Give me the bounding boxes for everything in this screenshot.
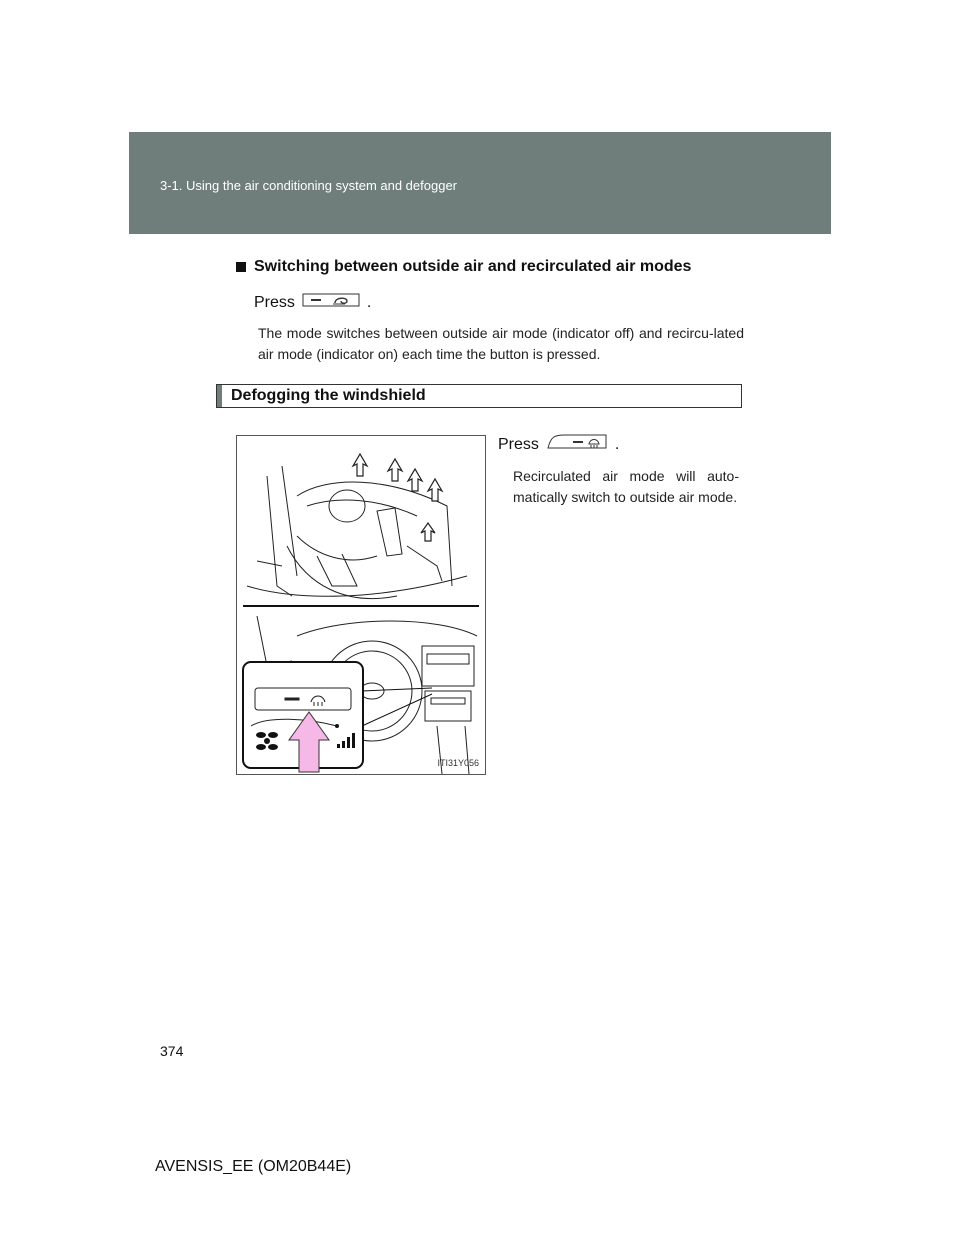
- press-suffix: .: [614, 435, 620, 453]
- figure-code: ITI31Y056: [437, 758, 479, 768]
- recirculation-press-line: [254, 291, 371, 314]
- recirculation-note: The mode switches between outside air mode (indicator off) and recircu-lated air mode (indicator on) each time the button is pressed.: [258, 325, 744, 362]
- defogging-section-bar: [216, 384, 742, 408]
- press-suffix: .: [366, 293, 372, 311]
- page-number: 374: [160, 1043, 184, 1059]
- footer-model-code: AVENSIS_EE (OM20B44E): [155, 1158, 352, 1175]
- press-label: Press: [498, 435, 539, 453]
- windshield-defogger-button-icon: [545, 432, 609, 457]
- defogger-press-line: [498, 432, 619, 457]
- section-header-title: 3-1. Using the air conditioning system and defogger: [160, 178, 458, 193]
- recirculation-button-icon: [301, 291, 361, 314]
- press-label: Press: [254, 293, 295, 311]
- recirculation-subheading: [236, 258, 691, 276]
- defogger-note: Recirculated air mode will auto-matically switch to outside air mode.: [513, 468, 739, 505]
- square-bullet-icon: [236, 262, 246, 272]
- section-bar-accent: [217, 385, 222, 407]
- recirculation-heading-text: Switching between outside air and recirculated air modes: [254, 258, 692, 275]
- defogger-illustration: [236, 435, 486, 775]
- defogging-section-title: Defogging the windshield: [231, 387, 426, 404]
